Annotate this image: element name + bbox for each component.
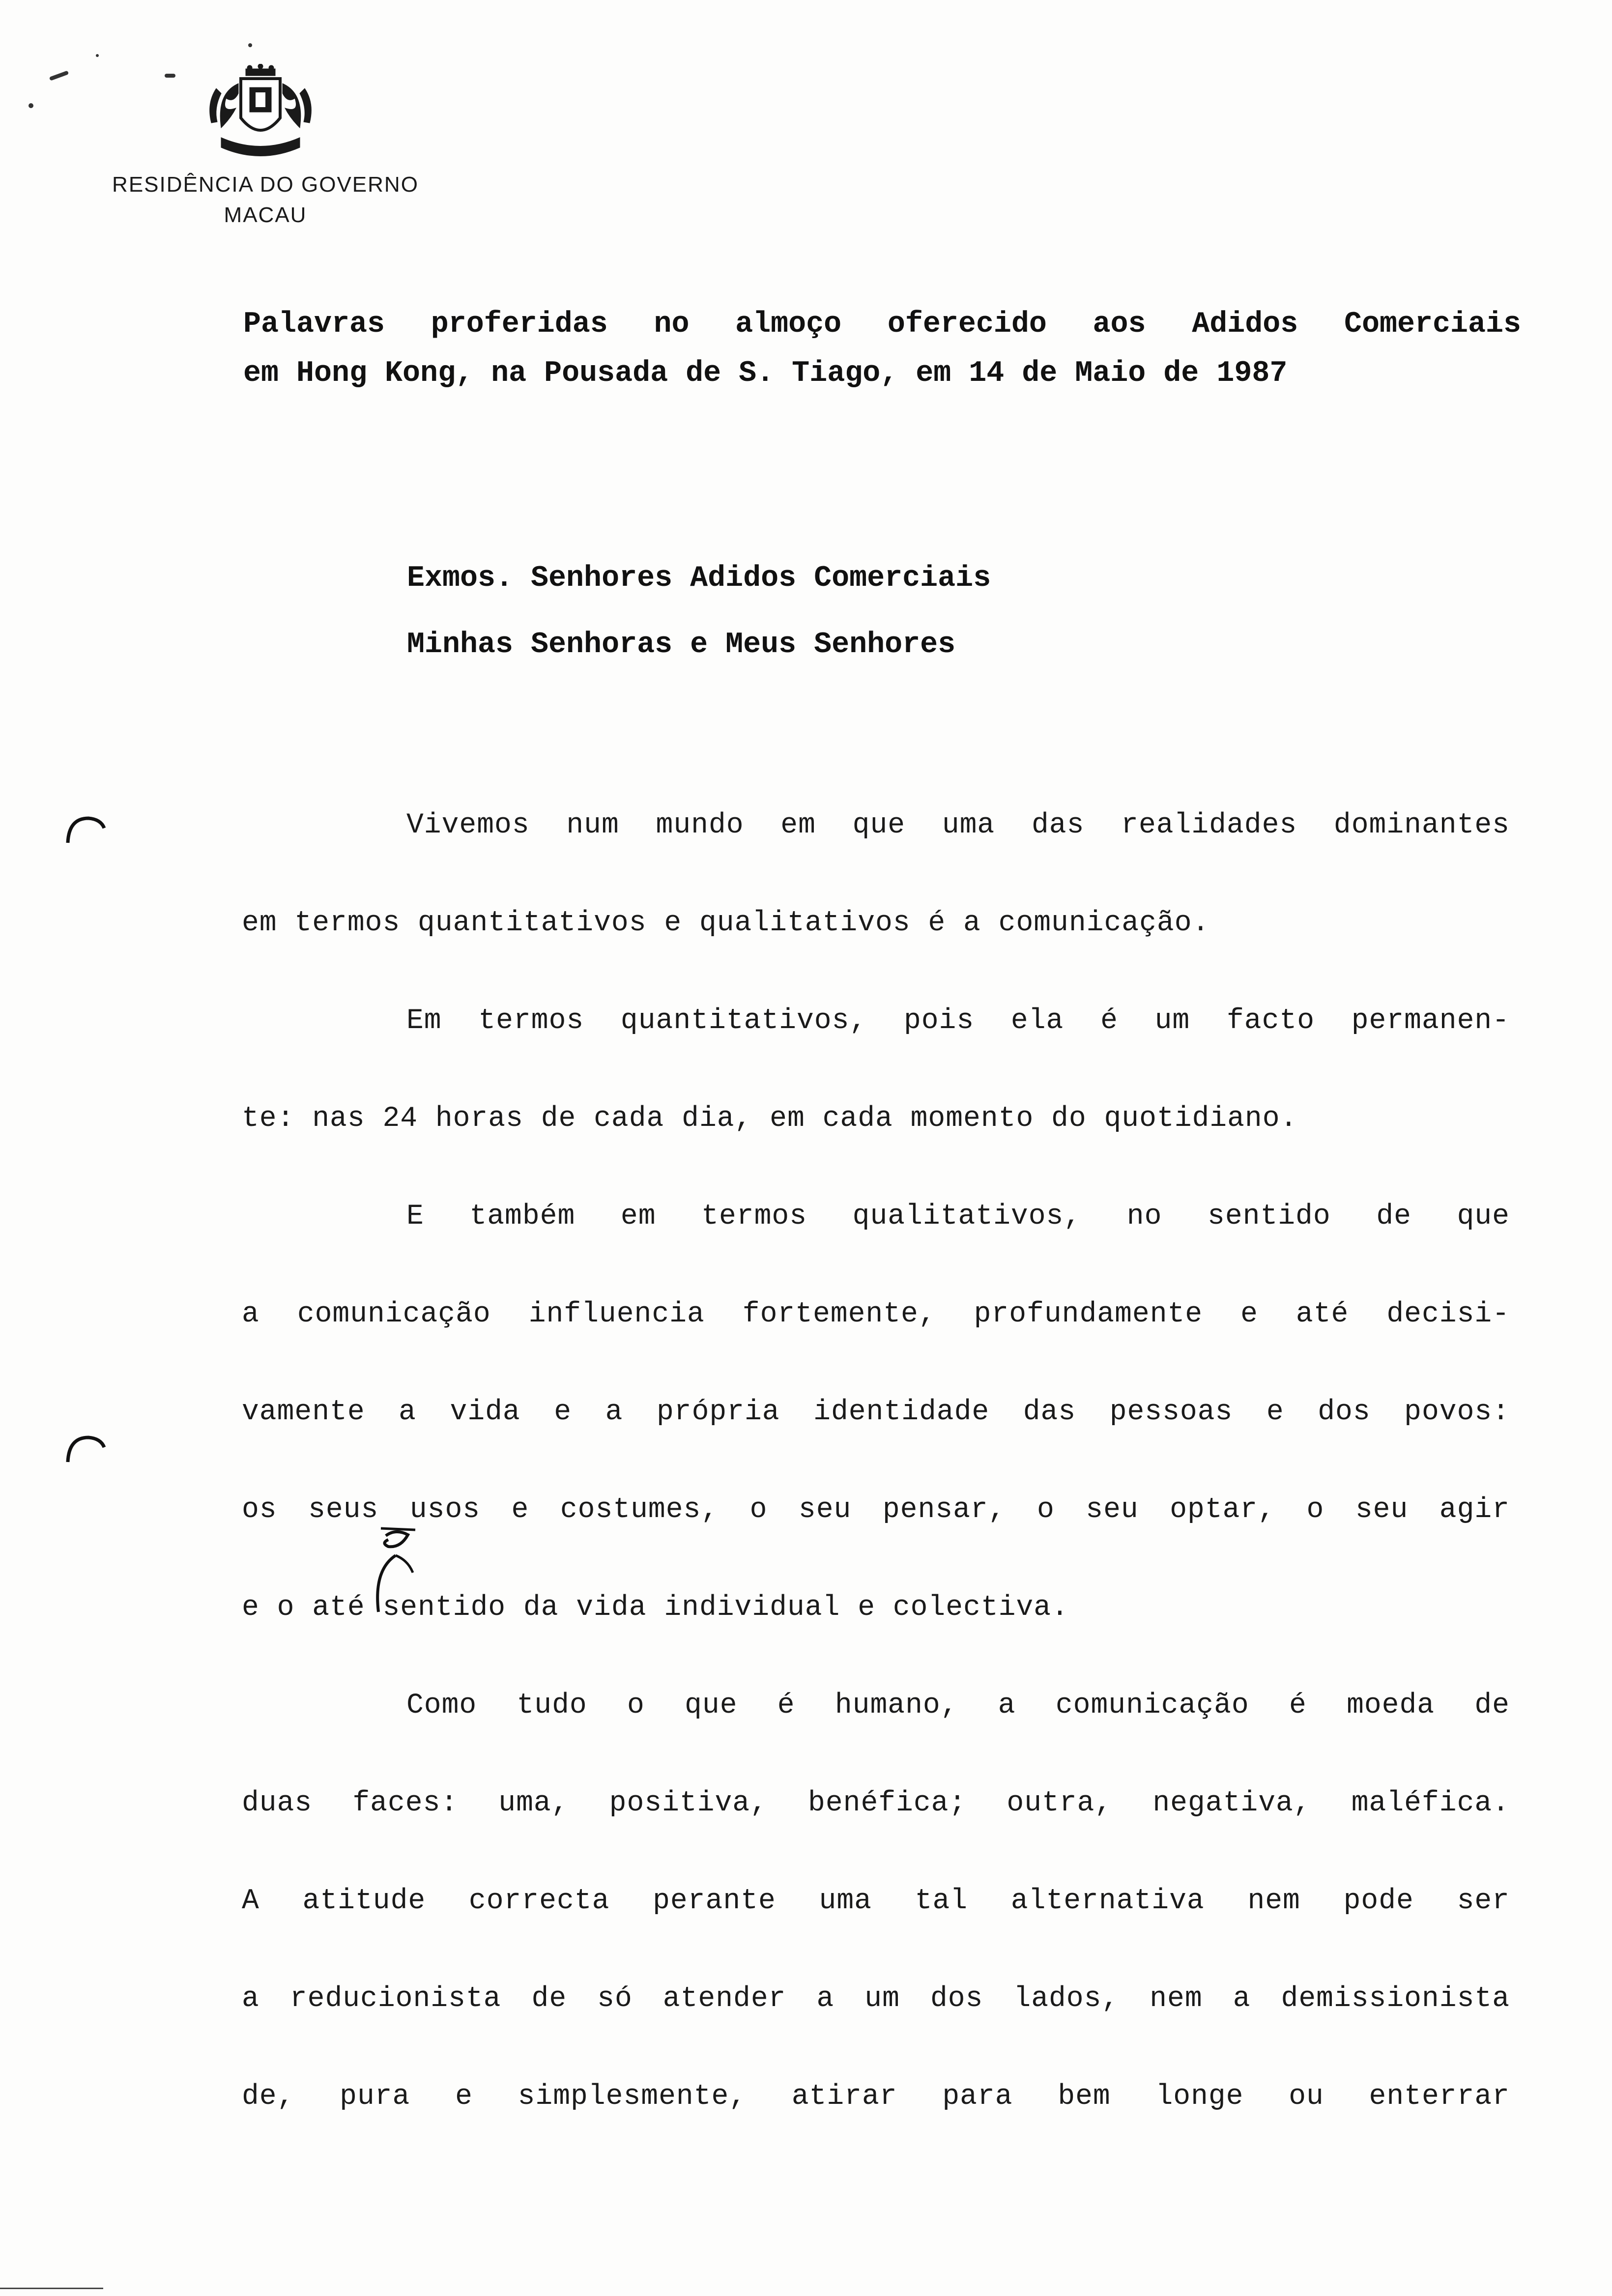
body-line: em termos quantitativos e qualitativos é a comunicação. xyxy=(242,907,1210,939)
scan-speck xyxy=(165,74,175,78)
body-line: te: nas 24 horas de cada dia, em cada momento do quotidiano. xyxy=(242,1103,1298,1135)
body-line: a reducionista de só atender a um dos lados, nem a demissionista xyxy=(242,1983,1510,2015)
body-line: duas faces: uma, positiva, benéfica; outra, negativa, maléfica. xyxy=(242,1787,1510,1819)
scan-speck xyxy=(49,70,69,81)
scan-speck xyxy=(96,54,99,57)
handwritten-correction-icon xyxy=(366,1526,430,1614)
letterhead xyxy=(98,170,432,230)
body-line: vamente a vida e a própria identidade das pessoas e dos povos: xyxy=(242,1396,1510,1428)
title-line: Palavras proferidas no almoço oferecido aos Adidos Comerciais xyxy=(243,308,1521,341)
body-line: de, pura e simplesmente, atirar para bem longe ou enterrar xyxy=(242,2081,1510,2113)
body-line: E também em termos qualitativos, no sentido de que xyxy=(406,1201,1510,1233)
body-line: A atitude correcta perante uma tal alternativa nem pode ser xyxy=(242,1885,1510,1917)
body-line: a comunicação influencia fortemente, profundamente e até decisi- xyxy=(242,1298,1510,1330)
salutation-line: Minhas Senhoras e Meus Senhores xyxy=(407,628,956,661)
body-line: os seus usos e costumes, o seu pensar, o seu optar, o seu agir xyxy=(242,1494,1510,1526)
scan-speck xyxy=(29,103,33,108)
speech-body xyxy=(242,776,1510,2146)
coat-of-arms-icon xyxy=(187,64,334,167)
body-line: Vivemos num mundo em que uma das realidades dominantes xyxy=(406,809,1510,841)
salutation xyxy=(407,545,991,678)
speech-title xyxy=(243,300,1521,398)
salutation-line: Exmos. Senhores Adidos Comerciais xyxy=(407,562,991,595)
scan-speck xyxy=(248,43,252,47)
binder-hole-mark-icon xyxy=(64,1433,108,1467)
page-edge-rule xyxy=(0,2288,103,2289)
body-line: Em termos quantitativos, pois ela é um facto permanen- xyxy=(406,1005,1510,1037)
letterhead-city: MACAU xyxy=(224,203,307,227)
binder-hole-mark-icon xyxy=(64,813,108,848)
letterhead-institution: RESIDÊNCIA DO GOVERNO xyxy=(112,172,419,197)
body-line: e o até sentido da vida individual e colectiva. xyxy=(242,1592,1069,1624)
body-line: Como tudo o que é humano, a comunicação é moeda de xyxy=(406,1690,1510,1722)
title-line: em Hong Kong, na Pousada de S. Tiago, em 14 de Maio de 1987 xyxy=(243,357,1288,390)
